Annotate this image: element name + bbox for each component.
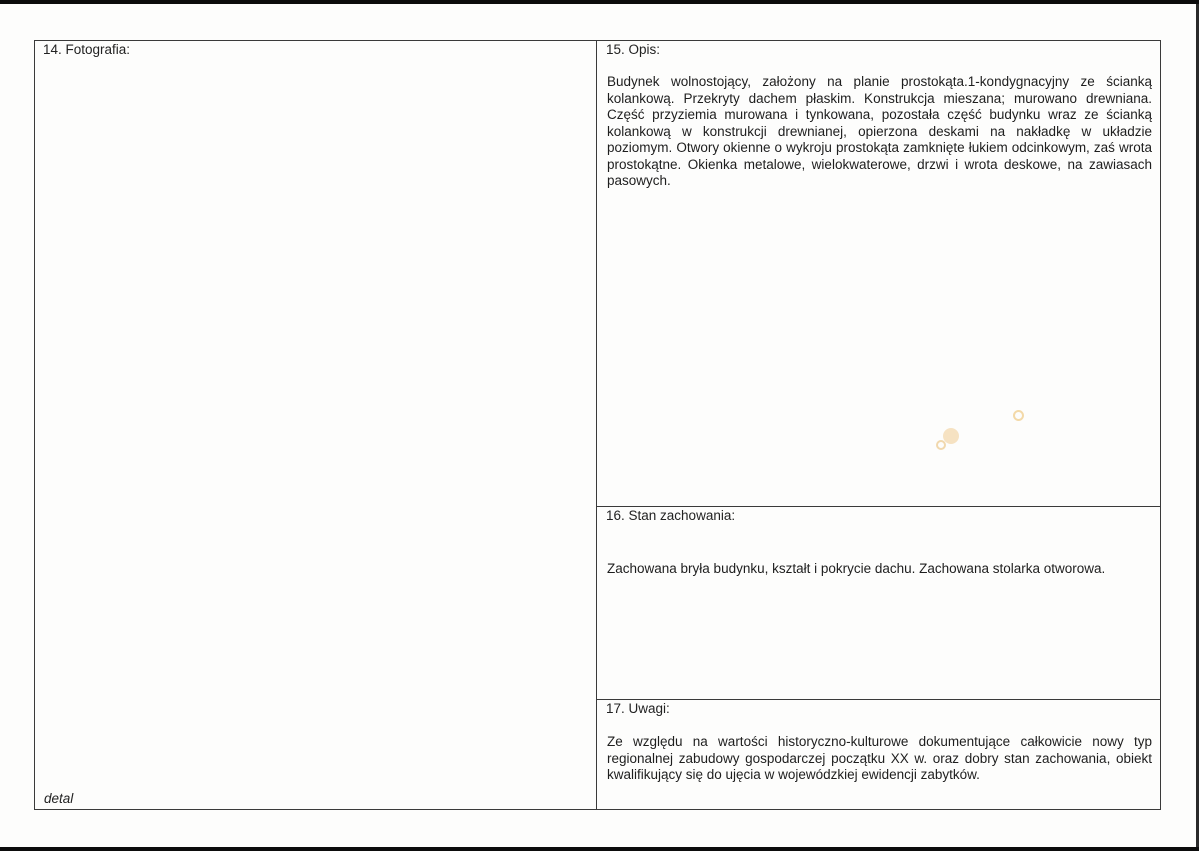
uwagi-text: Ze względu na wartości historyczno-kulturowe dokumentujące całkowicie nowy typ regionalnej zabudowy gospodarczej początku XX w. oraz dobry stan zachowania, obiekt kwalifikujący się do ujęcia w wojewódzkiej ewidencji zabytków. xyxy=(607,734,1152,782)
photo-section xyxy=(35,41,597,809)
uwagi-label: 17. Uwagi: xyxy=(606,701,670,716)
stan-section xyxy=(597,507,1160,700)
opis-label: 15. Opis: xyxy=(606,42,661,57)
description-column xyxy=(597,41,1160,809)
photo-caption: detal xyxy=(44,791,74,806)
paper-stain xyxy=(936,440,946,450)
paper-stain xyxy=(943,428,959,444)
scan-edge-bottom xyxy=(0,847,1199,851)
paper-stain xyxy=(1013,410,1024,421)
opis-section xyxy=(597,41,1160,507)
scan-edge-top xyxy=(0,0,1199,4)
uwagi-section xyxy=(597,700,1160,809)
stan-text: Zachowana bryła budynku, kształt i pokrycie dachu. Zachowana stolarka otworowa. xyxy=(607,561,1106,576)
record-sheet xyxy=(34,40,1161,810)
photo-label: 14. Fotografia: xyxy=(43,42,131,57)
stan-label: 16. Stan zachowania: xyxy=(606,508,736,523)
opis-text: Budynek wolnostojący, założony na planie prostokąta.1-kondygnacyjny ze ścianką kolankową. Przekryty dachem płaskim. Konstrukcja mieszana; murowano drewniana. Część przyziemia murowana i tynkowana, pozostała część budynku wraz ze ścianką kolankową w konstrukcji drewnianej, opierzona deskami na nakładkę w układzie poziomym. Otwory okienne o wykroju prostokąta zamknięte łukiem odcinkowym, zaś wrota prostokątne. Okienka metalowe, wielokwaterowe, drzwi i wrota deskowe, na zawiasach pasowych. xyxy=(607,74,1152,188)
